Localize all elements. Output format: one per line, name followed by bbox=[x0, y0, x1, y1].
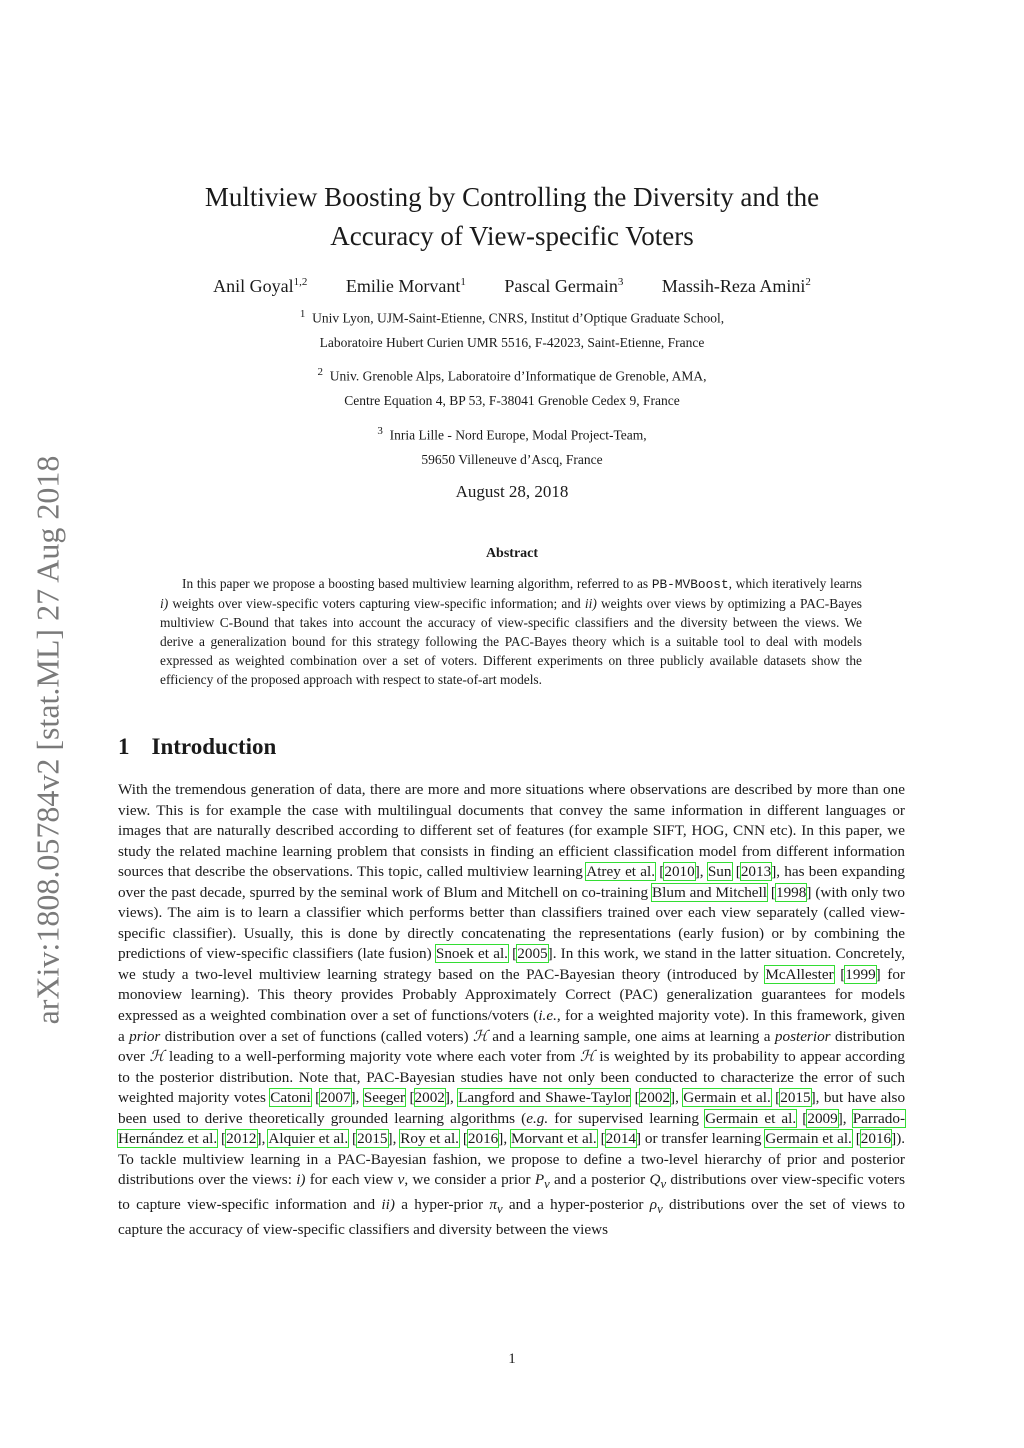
citation-year-link[interactable]: 2016 bbox=[860, 1130, 892, 1148]
affiliation-2: $^2$ Univ. Grenoble Alps, Laboratoire d’Informatique de Grenoble, AMA, Centre Equation 4, BP 53, F-38041 Grenoble Cedex 9, France bbox=[317, 366, 707, 408]
citation-link[interactable]: Catoni bbox=[270, 1089, 311, 1107]
author-1: Anil Goyal$^{1,2}$ bbox=[213, 276, 308, 296]
citation-year-link[interactable]: 2005 bbox=[517, 945, 548, 963]
citation-link[interactable]: Germain et al. bbox=[765, 1130, 852, 1148]
citation-year-link[interactable]: 2010 bbox=[664, 863, 695, 881]
author-list bbox=[140, 276, 884, 297]
title-line-2: Accuracy of View-specific Voters bbox=[330, 221, 694, 251]
citation-year-link[interactable]: 1999 bbox=[845, 965, 876, 983]
citation-year-link[interactable]: 2002 bbox=[414, 1089, 445, 1107]
section-heading: 1 Introduction bbox=[118, 734, 277, 759]
affiliation-3: $^3$ Inria Lille - Nord Europe, Modal Project-Team, 59650 Villeneuve d’Ascq, France bbox=[377, 425, 647, 467]
abstract-text: In this paper we propose a boosting based multiview learning algorithm, referred to as PB-MVBoost, which iteratively learns i) weights over view-specific voters capturing view-specific information; and ii) weights over views by optimizing a PAC-Bayes multiview C-Bound that takes into account the accuracy of view-specific classifiers and the diversity between the views. We derive a generalization bound for this strategy following the PAC-Bayes theory which is a suitable tool to deal with models expressed as weighted combination over a set of voters. Different experiments on three publicly available datasets show the efficiency of the proposed approach with respect to state-of-art models. bbox=[160, 576, 862, 688]
author-3: Pascal Germain$^3$ bbox=[504, 276, 624, 296]
citation-link[interactable]: Roy et al. bbox=[400, 1130, 459, 1148]
abstract-heading: Abstract bbox=[485, 546, 539, 561]
citation-link[interactable]: Seeger bbox=[363, 1089, 406, 1107]
introduction-text: With the tremendous generation of data, there are more and more situations where observations are described by more than one view. This is for example the case with multilingual documents that convey the same information in different languages or images that are naturally described according to different set of features (for example SIFT, HOG, CNN etc). In this paper, we study the related machine learning problem that consists in finding an efficient classification model from different information sources that describe the observations. This topic, called multiview learning Atrey et al. [2010], Sun [2013], has been expanding over the past decade, spurred by the seminal work of Blum and Mitchell on co-training Blum and Mitchell [1998] (with only two views). The aim is to learn a classifier which performs better than classifiers trained over each view separately (called view-specific classifier). Usually, this is done by directly concatenating the representations (early fusion) or by combining the predictions of view-specific classifiers (late fusion) Snoek et al. [2005]. In this work, we stand in the latter situation. Concretely, we study a two-level multiview learning strategy based on the PAC-Bayesian theory (introduced by McAllester [1999] for monoview learning). This theory provides Probably Approximately Correct (PAC) generalization guarantees for models expressed as a weighted combination over a set of functions/voters (i.e., for a weighted majority vote). In this framework, given a prior distribution over a set of functions (called voters) ℋ and a learning sample, one aims at learning a posterior distribution over ℋ leading to a well-performing majority vote where each voter from ℋ is weighted by its probability to appear according to the posterior distribution. Note that, PAC-Bayesian studies have not only been conducted to characterize the error of such weighted majority votes Catoni [2007], Seeger [2002], Langford and Shawe-Taylor [2002], Germain et al. [2015], but have also been used to derive theoretically grounded learning algorithms (e.g. for supervised learning Germain et al. [2009], Parrado-Hernández et al. [2012], Alquier et al. [2015], Roy et al. [2016], Morvant et al. [2014] or transfer learning Germain et al. [2016]). To tackle multiview learning in a PAC-Bayesian fashion, we propose to define a two-level hierarchy of prior and posterior distributions over the views: i) for each view v, we consider a prior $P_v$ and a posterior $Q_v$ distributions over view-specific voters to capture view-specific information and ii) a hyper-prior $\pi_v$ and a hyper-posterior $\rho_v$ distributions over the set of views to capture the accuracy of view-specific classifiers and diversity between the views bbox=[118, 781, 906, 1238]
citation-link[interactable]: Sun bbox=[707, 863, 732, 881]
title-line-1: Multiview Boosting by Controlling the Diversity and the bbox=[204, 182, 820, 212]
citation-link[interactable]: Germain et al. bbox=[705, 1109, 797, 1127]
citation-year-link[interactable]: 2012 bbox=[226, 1130, 257, 1148]
author-2: Emilie Morvant$^1$ bbox=[345, 276, 466, 296]
algorithm-name: PB-MVBoost bbox=[651, 577, 729, 592]
citation-link[interactable]: McAllester bbox=[765, 965, 834, 983]
citation-link[interactable]: Morvant et al. bbox=[510, 1130, 597, 1148]
citation-link[interactable]: Alquier et al. bbox=[268, 1130, 349, 1148]
citation-year-link[interactable]: 2015 bbox=[357, 1130, 388, 1148]
citation-year-link[interactable]: 2016 bbox=[467, 1130, 499, 1148]
citation-link[interactable]: Snoek et al. bbox=[435, 945, 508, 963]
citation-year-link[interactable]: 2009 bbox=[807, 1109, 838, 1127]
citation-year-link[interactable]: 2007 bbox=[320, 1089, 351, 1107]
arxiv-stamp: arXiv:1808.05784v2 [stat.ML] 27 Aug 2018 bbox=[29, 455, 66, 1025]
citation-link[interactable]: Germain et al. bbox=[683, 1089, 771, 1107]
citation-link[interactable]: Blum and Mitchell bbox=[652, 883, 767, 901]
citation-year-link[interactable]: 2002 bbox=[639, 1089, 671, 1107]
citation-link[interactable]: Parrado-Hernández et al. bbox=[118, 1109, 906, 1148]
paper-date: August 28, 2018 bbox=[455, 482, 569, 501]
citation-year-link[interactable]: 2015 bbox=[780, 1089, 811, 1107]
citation-year-link[interactable]: 1998 bbox=[775, 883, 807, 901]
citation-year-link[interactable]: 2013 bbox=[740, 863, 772, 881]
citation-link[interactable]: Langford and Shawe-Taylor bbox=[458, 1089, 631, 1107]
paper-title bbox=[140, 178, 884, 256]
affiliation-1: $^1$ Univ Lyon, UJM-Saint-Etienne, CNRS, Institut d’Optique Graduate School, Laboratoire Hubert Curien UMR 5516, F-42023, Saint-Etienne, France bbox=[299, 308, 725, 350]
page-number: 1 bbox=[508, 1351, 516, 1367]
author-4: Massih-Reza Amini$^2$ bbox=[661, 276, 811, 296]
citation-year-link[interactable]: 2014 bbox=[605, 1130, 637, 1148]
citation-link[interactable]: Atrey et al. bbox=[586, 863, 656, 881]
